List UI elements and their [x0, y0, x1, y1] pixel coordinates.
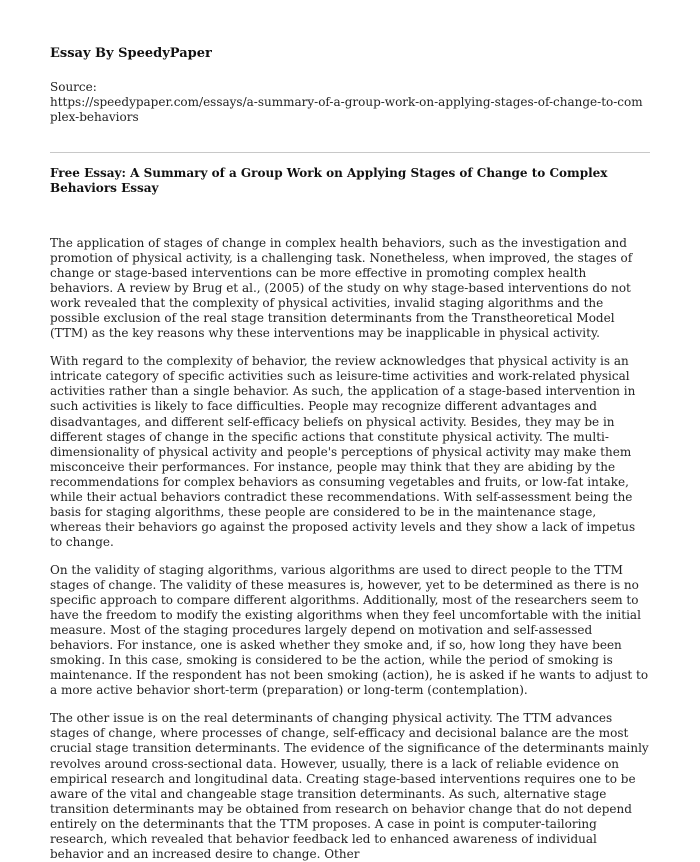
source-label: Source: [50, 80, 97, 94]
essay-paragraph-3: On the validity of staging algorithms, various algorithms are used to direct people to the TTM stages of change. The validity of these measures is, however, yet to be determined as there is no specific approach to compare different algorithms. Additionally, most of the researchers seem to have the freedom to modify the existing algorithms when they feel uncomfortable with the initial measure. Most of the staging procedures largely depend on motivation and self-assessed behaviors. For instance, one is asked whether they smoke and, if so, how long they have been smoking. In this case, smoking is considered to be the action, while the period of smoking is maintenance. If the respondent has not been smoking (action), he is asked if he wants to adjust to a more active behavior short-term (preparation) or long-term (contemplation). [50, 562, 649, 698]
essay-title: Free Essay: A Summary of a Group Work on Applying Stages of Change to Complex Behaviors Essay [50, 166, 608, 195]
essay-paragraph-1: The application of stages of change in complex health behaviors, such as the investigation and promotion of physical activity, is a challenging task. Nonetheless, when improved, the stages of change or stage-based interventions can be more effective in promoting complex health behaviors. A review by Brug et al., (2005) of the study on why stage-based interventions do not work revealed that the complexity of physical activities, invalid staging algorithms and the possible exclusion of the real stage transition determinants from the Transtheoretical Model (TTM) as the key reasons why these interventions may be inapplicable in physical activity. [50, 236, 633, 341]
source-block [50, 80, 650, 125]
source-url-link[interactable]: https://speedypaper.com/essays/a-summary-of-a-group-work-on-applying-stages-of-change-to-complex-behaviors [50, 95, 643, 124]
document-heading: Essay By SpeedyPaper [50, 46, 212, 61]
essay-paragraph-4: The other issue is on the real determinants of changing physical activity. The TTM advances stages of change, where processes of change, self-efficacy and decisional balance are the most crucial stage transition determinants. The evidence of the significance of the determinants mainly revolves around cross-sectional data. However, usually, there is a lack of reliable evidence on empirical research and longitudinal data. Creating stage-based interventions requires one to be aware of the vital and changeable stage transition determinants. As such, alternative stage transition determinants may be obtained from research on behavior change that do not depend entirely on the determinants that the TTM proposes. A case in point is computer-tailoring research, which revealed that behavior feedback led to enhanced awareness of individual behavior and an increased desire to change. Other [50, 711, 649, 861]
section-divider [50, 152, 650, 153]
essay-body [50, 236, 650, 862]
essay-paragraph-2: With regard to the complexity of behavior, the review acknowledges that physical activity is an intricate category of specific activities such as leisure-time activities and work-related physical activities rather than a single behavior. As such, the application of a stage-based intervention in such activities is likely to face difficulties. People may recognize different advantages and disadvantages, and different self-efficacy beliefs on physical activity. Besides, they may be in different stages of change in the specific actions that constitute physical activity. The multi-dimensionality of physical activity and people's perceptions of physical activity may make them misconceive their performances. For instance, people may think that they are abiding by the recommendations for complex behaviors as consuming vegetables and fruits, or low-fat intake, while their actual behaviors contradict these recommendations. With self-assessment being the basis for staging algorithms, these people are considered to be in the maintenance stage, whereas their behaviors go against the proposed activity levels and they show a lack of impetus to change. [50, 354, 636, 549]
